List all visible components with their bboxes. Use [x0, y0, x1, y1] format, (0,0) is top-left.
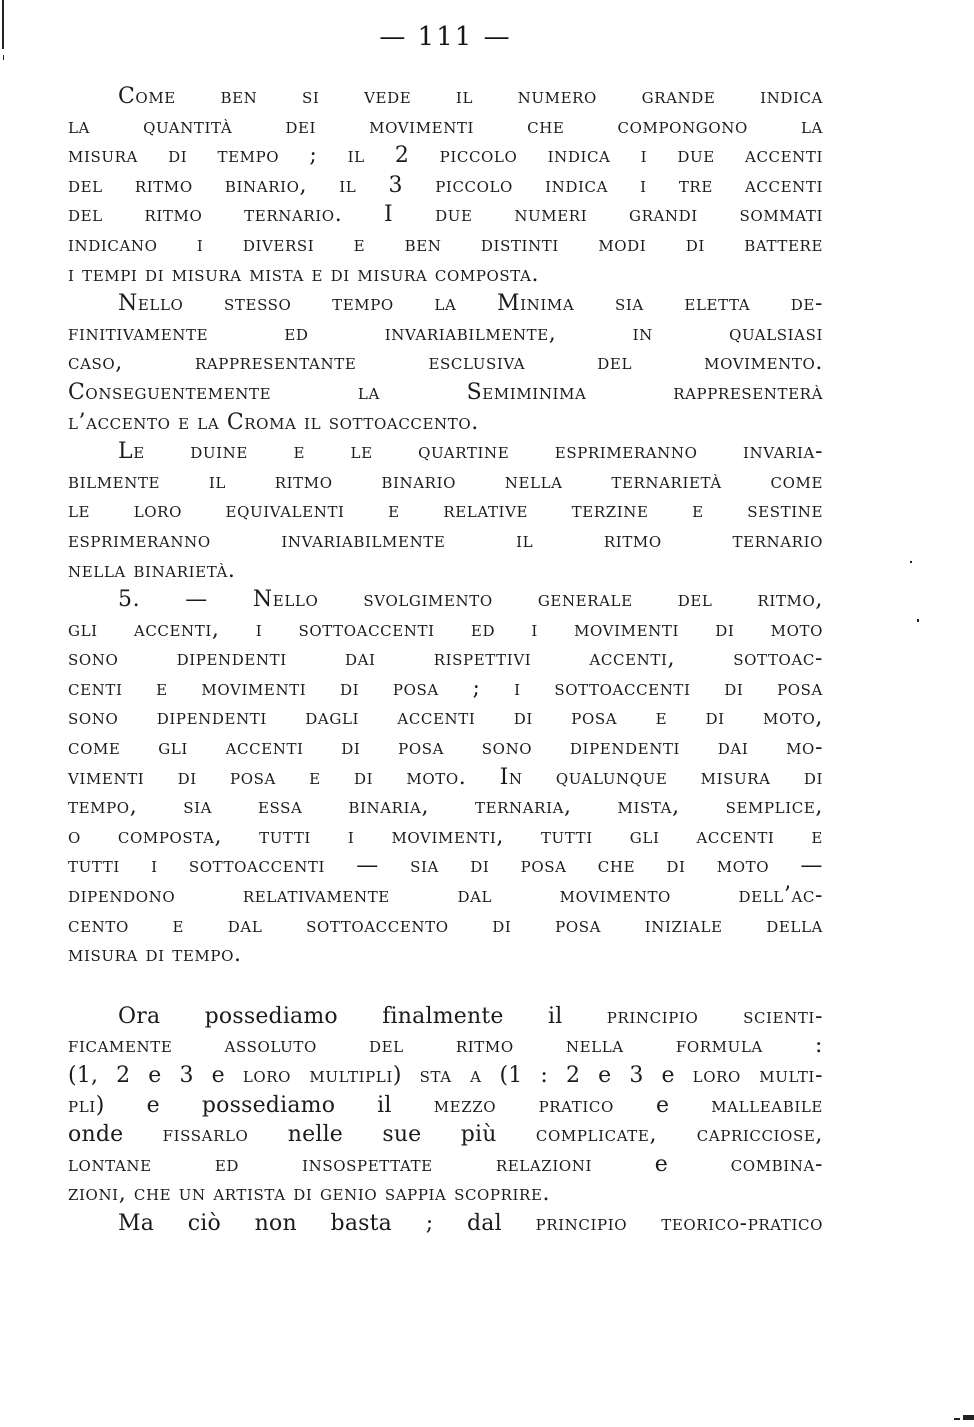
scan-artifact-corner-block: [963, 1415, 974, 1420]
text-segment-smallcaps: combina-: [730, 1151, 823, 1177]
text-line: [68, 733, 823, 763]
text-segment-smallcaps: finitivamente ed invariabilmente, in qualsiasi: [68, 320, 823, 346]
text-segment-roman: e: [592, 1151, 731, 1177]
text-segment-smallcaps: gli accenti, i sottoaccenti ed i movimenti di moto: [68, 616, 823, 642]
text-segment-smallcaps: nella binarietà.: [68, 557, 236, 583]
text-line: [68, 792, 823, 822]
text-line: [68, 408, 823, 438]
text-line: [68, 1150, 823, 1180]
text-segment-smallcaps: o composta, tutti i movimenti, tutti gli accenti e: [68, 823, 823, 849]
text-segment-smallcaps: sono dipendenti dai rispettivi accenti, sottoac-: [68, 646, 823, 672]
text-line: [68, 585, 823, 615]
text-segment-roman: (1, 2 e 3 e: [68, 1063, 243, 1088]
text-line: [68, 822, 823, 852]
text-segment-roman: e: [613, 1092, 712, 1118]
text-block: [68, 82, 823, 1239]
text-segment-smallcaps: sta a: [419, 1063, 482, 1088]
text-line: [68, 378, 823, 408]
text-segment-smallcaps: esprimeranno invariabilmente il ritmo ternario: [68, 527, 823, 553]
text-segment-smallcaps: Conseguentemente la Semiminima rappresenterà: [68, 379, 823, 405]
text-line: [68, 82, 823, 112]
text-segment-smallcaps: complicate, capricciose,: [535, 1122, 823, 1148]
text-line: [68, 526, 823, 556]
text-line: [68, 1031, 823, 1061]
text-segment-smallcaps: le loro equivalenti e relative terzine e sestine: [68, 498, 823, 524]
text-segment-smallcaps: misura di tempo.: [68, 942, 242, 968]
text-segment-smallcaps: i tempi di misura mista e di misura composta.: [68, 261, 540, 287]
text-line: [68, 496, 823, 526]
text-line: [68, 1120, 823, 1150]
text-segment-smallcaps: l’accento e la Croma il sottoaccento.: [68, 409, 479, 435]
text-line: [68, 1209, 823, 1239]
text-segment-smallcaps: vimenti di posa e di moto. In qualunque misura di: [68, 764, 823, 790]
text-segment-smallcaps: Come ben si vede il numero grande indica: [118, 84, 823, 109]
text-segment-smallcaps: bilmente il ritmo binario nella ternarietà come: [68, 468, 823, 494]
page-number-header: — 111 —: [379, 22, 512, 52]
text-line: [68, 230, 823, 260]
text-segment-smallcaps: pli: [68, 1092, 96, 1118]
text-segment-smallcaps: caso, rappresentante esclusiva del movimento.: [68, 350, 823, 376]
text-line: [68, 1091, 823, 1121]
scan-artifact-left-edge-dash: [3, 55, 4, 60]
text-segment-roman: ): [392, 1063, 420, 1088]
text-segment-smallcaps: sono dipendenti dagli accenti di posa e di moto,: [68, 705, 823, 731]
text-segment-smallcaps: ficamente assoluto del ritmo nella formula :: [68, 1033, 823, 1059]
text-segment-smallcaps: Nello stesso tempo la Minima sia eletta de-: [118, 291, 823, 317]
text-line: [68, 467, 823, 497]
text-line: [68, 200, 823, 230]
text-line: [68, 763, 823, 793]
text-segment-smallcaps: principio teorico-pratico: [535, 1210, 824, 1236]
text-line: [68, 141, 823, 171]
text-line: [68, 112, 823, 142]
text-line: [68, 851, 823, 881]
text-line: [68, 674, 823, 704]
text-segment-smallcaps: misura di tempo ; il 2 piccolo indica i due accenti: [68, 143, 823, 169]
scan-artifact-corner-dash: [954, 1418, 960, 1420]
text-line: [68, 289, 823, 319]
text-segment-roman: nelle sue più: [248, 1122, 536, 1148]
text-segment-smallcaps: loro multi-: [692, 1063, 823, 1088]
text-segment-smallcaps: zioni, che un artista di genio sappia scoprire.: [68, 1181, 551, 1207]
text-segment-smallcaps: dipendono relativamente dal movimento dell’ac-: [68, 883, 823, 909]
text-segment-roman: onde: [68, 1122, 163, 1148]
text-segment-smallcaps: Le duine e le quartine esprimeranno invaria-: [118, 439, 823, 465]
text-line: [68, 703, 823, 733]
text-line: [68, 615, 823, 645]
text-line: [68, 556, 823, 586]
text-line: [68, 881, 823, 911]
text-line: [68, 437, 823, 467]
text-segment-roman: Ma ciò non basta ; dal: [118, 1210, 536, 1236]
text-segment-smallcaps: principio scienti-: [606, 1003, 823, 1029]
text-segment-smallcaps: centi e movimenti di posa ; i sottoaccenti di posa: [68, 675, 823, 701]
text-line: [68, 644, 823, 674]
text-segment-smallcaps: del ritmo binario, il 3 piccolo indica i tre accenti: [68, 172, 823, 198]
text-line: [68, 1179, 823, 1209]
text-line: [68, 260, 823, 290]
text-segment-roman: ) e possediamo il: [95, 1092, 434, 1118]
scan-artifact-ink-speck: [917, 619, 919, 622]
text-segment-smallcaps: indicano i diversi e ben distinti modi di battere: [68, 231, 823, 257]
text-line: [68, 1002, 823, 1032]
text-line: [68, 911, 823, 941]
text-segment-smallcaps: la quantità dei movimenti che compongono la: [68, 113, 823, 139]
text-segment-smallcaps: 5. — Nello svolgimento generale del ritmo,: [118, 587, 823, 613]
scan-artifact-left-edge-line: [2, 0, 4, 49]
text-segment-roman: Ora possediamo finalmente il: [118, 1003, 607, 1029]
text-segment-smallcaps: del ritmo ternario. I due numeri grandi sommati: [68, 202, 823, 228]
text-line: [68, 940, 823, 970]
scan-artifact-ink-speck: [910, 561, 912, 563]
text-line: [68, 348, 823, 378]
text-segment-smallcaps: fissarlo: [162, 1122, 249, 1148]
text-line: [68, 171, 823, 201]
text-segment-smallcaps: malleabile: [711, 1092, 823, 1118]
text-line: [68, 1061, 823, 1091]
text-segment-smallcaps: tempo, sia essa binaria, ternaria, mista, semplice,: [68, 794, 823, 820]
text-segment-smallcaps: tutti i sottoaccenti — sia di posa che di moto —: [68, 853, 823, 879]
text-segment-smallcaps: come gli accenti di posa sono dipendenti dai mo-: [68, 735, 823, 761]
text-segment-smallcaps: lontane ed insospettate relazioni: [68, 1151, 592, 1177]
text-segment-smallcaps: loro multipli: [242, 1063, 393, 1088]
text-line: [68, 319, 823, 349]
text-segment-smallcaps: mezzo pratico: [433, 1092, 614, 1118]
text-segment-roman: (1 : 2 e 3 e: [481, 1063, 693, 1088]
text-segment-smallcaps: cento e dal sottoaccento di posa iniziale della: [68, 912, 823, 938]
